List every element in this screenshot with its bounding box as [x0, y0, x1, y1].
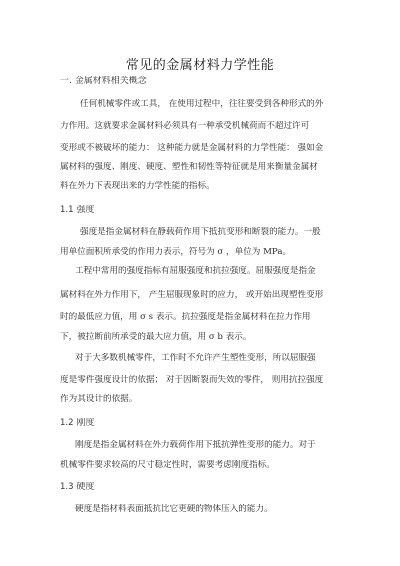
document-title: 常见的金属材料力学性能	[125, 58, 275, 73]
paragraph-line: 工程中常用的强度指标有屈服强度和抗拉强度。屈服强度是指金	[75, 266, 316, 276]
paragraph-line: 下，被拉断前所承受的最大应力值，用 σ b 表示。	[60, 332, 252, 342]
paragraph-line: 料在外力下表现出来的力学性能的指标。	[60, 181, 215, 191]
section-title: 硬度	[76, 482, 95, 492]
paragraph-line: 时的最低应力值，用 σ s 表示。抗拉强度是指金属材料在拉力作用	[60, 312, 311, 322]
paragraph-line: 机械零件要求较高的尺寸稳定性时，需要考虑刚度指标。	[60, 460, 275, 470]
paragraph-line: 任何机械零件或工具， 在使用过程中，往往要受到各种形式的外	[80, 99, 324, 109]
section-heading-1-3	[60, 482, 340, 493]
section-title: 刚度	[76, 418, 95, 428]
section-heading-1: 一. 金属材料相关概念	[60, 76, 147, 86]
section-heading-1-1	[60, 205, 340, 216]
paragraph-line: 属材料在外力作用下， 产生屈服现象时的应力， 或开始出现塑性变形	[60, 290, 324, 300]
paragraph-line: 刚度是指金属材料在外力载荷作用下抵抗弹性变形的能力。对于	[75, 440, 316, 450]
section-number: 1.3	[60, 482, 74, 492]
section-number: 1.1	[60, 205, 74, 215]
section-title: 强度	[76, 205, 95, 215]
paragraph-line: 强度是指金属材料在静载荷作用下抵抗变形和断裂的能力。一般	[80, 227, 321, 237]
paragraph-line: 对于大多数机械零件，工作时不允许产生塑性变形，所以屈服强	[75, 353, 316, 363]
paragraph-line: 用单位面积所承受的作用力表示，符号为 σ ，单位为 MPa。	[60, 247, 292, 257]
paragraph-line: 度是零件强度设计的依据； 对于因断裂而失效的零件， 则用抗拉强度	[60, 375, 324, 385]
section-number: 1.2	[60, 418, 74, 428]
paragraph-line: 硬度是指材料表面抵抗比它更硬的物体压入的能力。	[75, 504, 273, 514]
section-heading-1-2	[60, 418, 340, 429]
paragraph-line: 属材料的强度、刚度、硬度、塑性和韧性等特征就是用来衡量金属材	[60, 162, 318, 172]
paragraph-line: 作为其设计的依据。	[60, 394, 138, 404]
paragraph-line: 力作用。这就要求金属材料必须具有一种承受机械荷而不超过许可	[60, 121, 310, 131]
paragraph-line: 变形或不被破坏的能力： 这种能力就是金属材料的力学性能： 强如金	[60, 143, 324, 153]
